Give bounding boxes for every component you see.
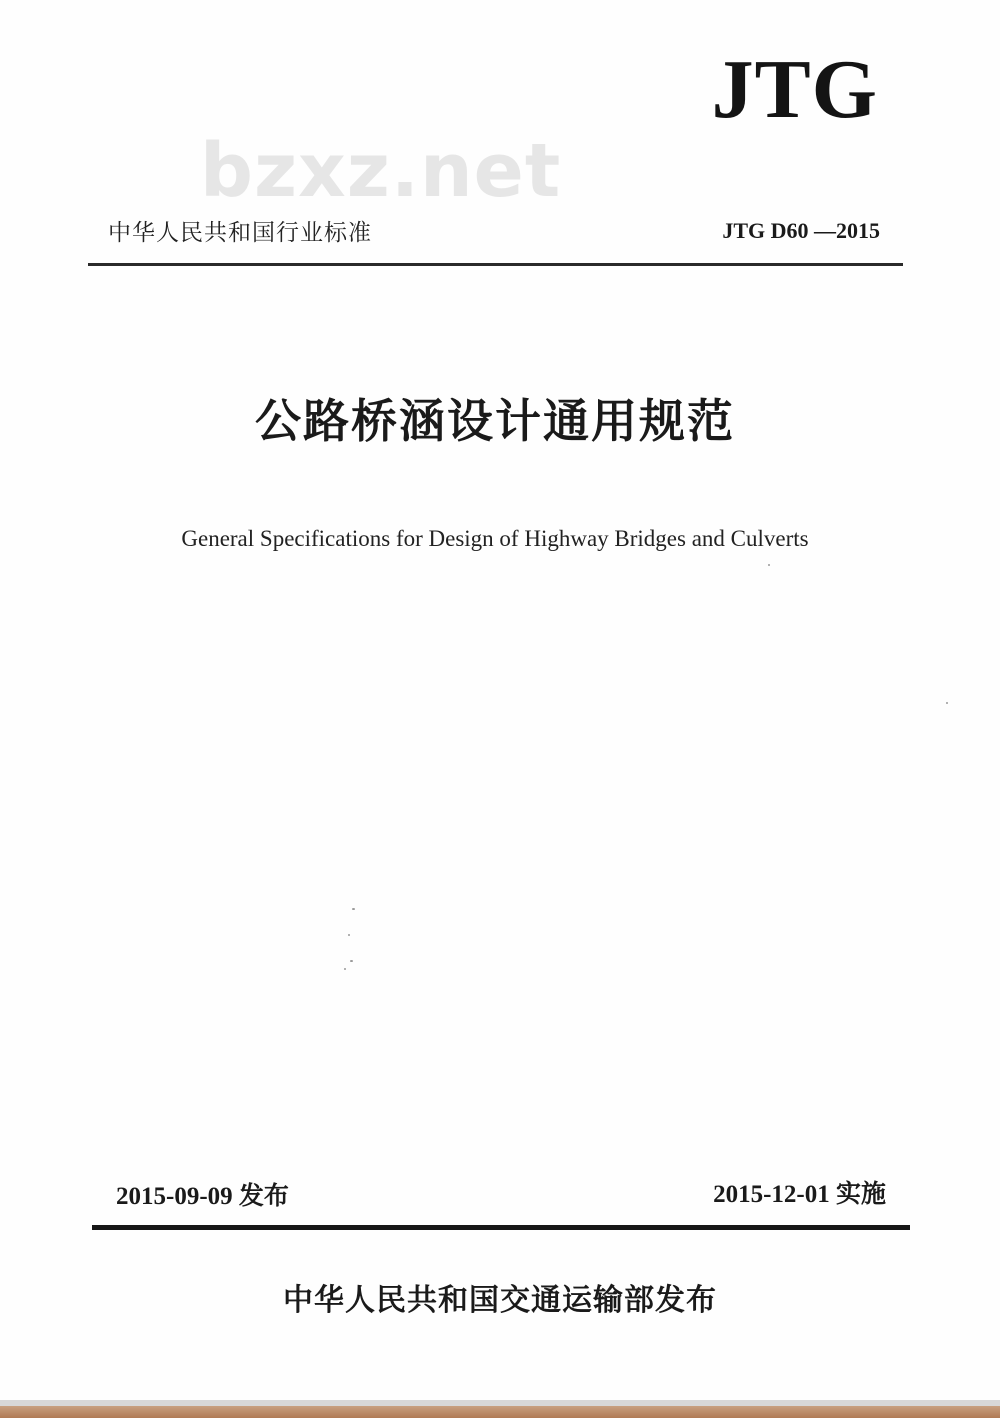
- scan-speck: [348, 934, 350, 936]
- watermark: bzxz.net: [200, 128, 562, 214]
- footer-divider: [92, 1225, 910, 1230]
- scan-speck: [352, 908, 355, 910]
- header-divider: [88, 263, 903, 266]
- industry-standard-label: 中华人民共和国行业标准: [108, 220, 372, 246]
- publisher: 中华人民共和国交通运输部发布: [283, 1283, 717, 1318]
- scan-speck: [768, 564, 770, 566]
- scan-speck: [350, 960, 353, 962]
- title-chinese: 公路桥涵设计通用规范: [255, 394, 735, 448]
- publish-date: 2015-09-09 发布: [116, 1183, 289, 1210]
- scan-speck: [946, 702, 948, 704]
- title-english: General Specifications for Design of Highway Bridges and Culverts: [181, 526, 809, 551]
- scan-speck: [344, 968, 346, 970]
- standard-number: JTG D60 —2015: [722, 218, 880, 243]
- scan-edge: [0, 1400, 1000, 1418]
- jtg-logo: JTG: [711, 43, 878, 136]
- effective-date: 2015-12-01 实施: [713, 1181, 886, 1208]
